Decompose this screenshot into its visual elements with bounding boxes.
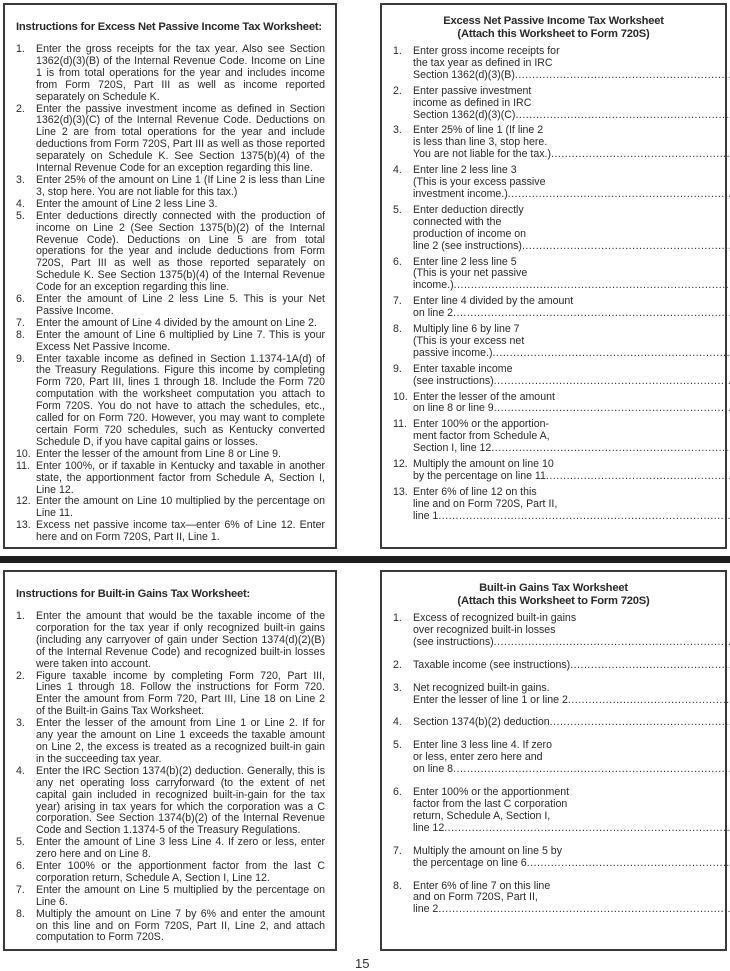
line-text: or less, enter zero here and [413, 751, 543, 764]
item-number: 9. [16, 352, 25, 365]
line-text: Enter line 2 less line 3 [413, 164, 517, 177]
line-description [413, 125, 730, 161]
item-text: Enter the amount that would be the taxable income of the corporation for the tax year if only recognized built-in gains (including any carryover of gain under Section 1374(d)(2)(B) of the Internal Revenue Code) and recognized built-in losses were taken into account. [36, 610, 325, 670]
item-number: 7. [16, 316, 25, 329]
line-text: Section 1374(b)(2) deduction [413, 716, 550, 729]
worksheet-line [393, 324, 715, 360]
line-text: connected with the [413, 215, 502, 228]
dot-leader [491, 443, 730, 455]
worksheet-lines [393, 46, 715, 523]
item-number: 3. [16, 173, 25, 186]
instruction-item [16, 199, 325, 211]
dot-leader [551, 149, 730, 161]
worksheet-line [393, 660, 715, 672]
line-text: is less than line 3, stop here. [413, 136, 548, 149]
line-number: 1. [393, 612, 402, 624]
line-description [413, 392, 730, 416]
line-text-leader [413, 695, 730, 707]
item-number: 4. [16, 197, 25, 210]
worksheet-title-text: Excess Net Passive Income Tax Worksheet [443, 15, 664, 27]
item-number: 11. [16, 459, 30, 472]
dot-leader [438, 511, 730, 523]
line-text-leader [413, 403, 730, 415]
dot-leader [494, 376, 730, 388]
item-text: Enter the passive investment income as defined in Section 1362(d)(3)(C) of the Internal Revenue Code. Deductions on Line 2 are from total operations for the year and include deductions from Form 720S, Part III as well as those reported separately on Schedule K. See Section 1375(b)(4) of the Internal Revenue Code for an exception regarding this line. [36, 102, 325, 175]
item-number: 2. [16, 669, 25, 682]
line-description [413, 459, 730, 483]
line-text: passive income.) [413, 346, 493, 359]
line-number: 8. [393, 323, 402, 336]
worksheet-line [393, 364, 715, 388]
line-text: (This is your excess net [413, 334, 525, 347]
item-text: Enter the gross receipts for the tax year. Also see Section 1362(d)(3)(B) of the Internal Revenue Code. Income on Line 1 is from total operations for the year and includes income from Form 720S, Part III as well as income reported separately on Schedule K. [36, 43, 325, 103]
worksheet-line [393, 613, 715, 649]
instructions-title: Instructions for Excess Net Passive Income Tax Worksheet: [16, 21, 322, 33]
line-text-leader [413, 110, 730, 122]
line-text: line 2 [413, 903, 439, 916]
instruction-item [16, 861, 325, 885]
dot-leader [515, 110, 730, 122]
line-text: line 1 [413, 509, 439, 522]
line-number: 6. [393, 255, 402, 268]
instruction-item [16, 44, 325, 104]
line-description [413, 257, 730, 293]
line-number: 2. [393, 658, 402, 671]
line-text: and on Form 720S, Part II, [413, 891, 538, 904]
line-number: 11. [393, 418, 407, 431]
page-number: 15 [355, 956, 370, 971]
item-number: 6. [16, 293, 25, 306]
worksheet-line [393, 46, 715, 82]
line-text: by the percentage on line 11 [413, 470, 546, 482]
line-text: (see instructions) [413, 374, 494, 387]
worksheet-lines [393, 613, 715, 916]
worksheet-subtitle: (Attach this Worksheet to Form 720S) [457, 594, 650, 607]
item-text: Enter the amount of Line 6 multiplied by Line 7. This is your Excess Net Passive Income. [36, 328, 325, 353]
item-text: Enter the amount of Line 2 less Line 3. [36, 197, 218, 210]
instruction-item [16, 718, 325, 766]
line-text-leader [413, 280, 730, 292]
line-number: 12. [393, 458, 408, 471]
item-number: 4. [16, 764, 25, 777]
builtin-gains-worksheet-box [380, 570, 727, 951]
item-text: Enter the amount of Line 4 divided by the amount on Line 2. [36, 316, 317, 329]
line-text-leader [413, 308, 730, 320]
worksheet-title [382, 15, 725, 40]
instruction-item [16, 837, 325, 861]
line-description [413, 364, 730, 388]
line-number: 2. [393, 84, 402, 97]
item-text: Excess net passive income tax—enter 6% of Line 12. Enter here and on Form 720S, Part II, Line 1. [36, 519, 325, 544]
line-description [413, 296, 730, 320]
line-text: ment factor from Schedule A, [413, 430, 550, 443]
dot-leader [454, 280, 730, 292]
item-number: 1. [16, 43, 25, 55]
item-text: Enter deductions directly connected with the production of income on Line 2 (See Section 1375(b)(2) of the Internal Revenue Code). Deductions on Line 5 are from total operations for the year and include deductions from Form 720S, Part III as well as those reported separately on Schedule K. See Section 1375(b)(4) of the Internal Revenue Code for an exception regarding this line. [36, 209, 325, 294]
dot-leader [570, 660, 730, 672]
line-text: line and on Form 720S, Part II, [413, 497, 558, 510]
line-text: Enter taxable income [413, 362, 513, 375]
line-text: Enter 25% of line 1 (If line 2 [413, 124, 544, 137]
line-description [413, 846, 730, 870]
line-text: (see instructions) [413, 635, 494, 648]
line-number: 3. [393, 124, 402, 137]
line-text: (This is your net passive [413, 267, 528, 280]
line-description [413, 419, 730, 455]
item-text: Enter the lesser of the amount from Line 8 or Line 9. [36, 447, 281, 460]
worksheet-line [393, 205, 715, 253]
dot-leader [453, 764, 730, 776]
worksheet-line [393, 392, 715, 416]
line-text: Enter 100% or the apportion- [413, 418, 550, 431]
line-text: the tax year as defined in IRC [413, 56, 553, 69]
worksheet-line [393, 740, 715, 776]
item-text: Multiply the amount on Line 7 by 6% and enter the amount on this line and on Form 720S, Part II, Line 2, and attach computation to Form 720S. [36, 907, 325, 944]
line-text: You are not liable for the tax.) [413, 148, 552, 161]
item-number: 10. [16, 447, 31, 460]
line-number: 5. [393, 203, 402, 216]
line-description [413, 683, 730, 707]
worksheet-title-text: Built-in Gains Tax Worksheet [479, 582, 628, 594]
line-text: investment income.) [413, 187, 508, 200]
dot-leader [568, 695, 730, 707]
line-text-leader [413, 471, 730, 483]
instruction-item [16, 671, 325, 719]
line-text: Enter gross income receipts for [413, 45, 560, 57]
line-text: factor from the last C corporation [413, 797, 568, 810]
line-description [413, 86, 730, 122]
item-number: 2. [16, 102, 25, 115]
line-text: over recognized built-in losses [413, 623, 556, 636]
line-text: Enter line 4 divided by the amount [413, 295, 574, 308]
line-description [413, 324, 730, 360]
line-number: 9. [393, 362, 402, 375]
item-number: 1. [16, 610, 25, 622]
instruction-item [16, 211, 325, 294]
line-text: income as defined in IRC [413, 96, 532, 109]
excess-net-passive-instructions-box [3, 3, 337, 549]
line-description [413, 881, 730, 917]
instruction-item [16, 330, 325, 354]
line-text-leader [413, 660, 730, 672]
instruction-item [16, 766, 325, 837]
dot-leader [527, 858, 730, 870]
instruction-item [16, 461, 325, 497]
line-description [413, 717, 730, 729]
line-text: Enter 6% of line 7 on this line [413, 879, 551, 892]
item-number: 7. [16, 883, 25, 896]
item-text: Enter the lesser of the amount from Line 1 or Line 2. If for any year the amount on Line 1 exceeds the taxable amount on Line 2, the excess is treated as a recognized built-in gain in the succeeding tax year. [36, 717, 325, 765]
line-description [413, 205, 730, 253]
worksheet-line [393, 881, 715, 917]
line-text: line 12 [413, 821, 445, 834]
line-text-leader [413, 149, 730, 161]
line-text-leader [413, 189, 730, 201]
line-text-leader [413, 823, 730, 835]
line-description [413, 787, 730, 835]
line-text: income.) [413, 279, 454, 292]
worksheet-line [393, 717, 715, 729]
line-text: Enter line 3 less line 4. If zero [413, 739, 552, 752]
item-text: Enter the amount on Line 10 multiplied by the percentage on Line 11. [36, 495, 325, 520]
dot-leader [522, 241, 730, 253]
section-divider-bar [0, 556, 730, 563]
line-text-leader [413, 764, 730, 776]
instruction-item [16, 449, 325, 461]
item-text: Enter taxable income as defined in Section 1.1374-1A(d) of the Treasury Regulations. Figure this income by completing Form 720, Part III, lines 1 through 18. Include the Form 720 computation with the worksheet computation you attach to Form 720S. You do not have to attach the schedules, etc., called for on Form 720. However, you may want to complete certain Form 720 schedules, such as Kentucky converted Schedule D, if you have capital gains or losses. [36, 352, 325, 448]
line-description [413, 660, 730, 672]
item-text: Enter the amount of Line 2 less Line 5. This is your Net Passive Income. [36, 293, 325, 317]
line-number: 10. [393, 390, 408, 403]
line-number: 4. [393, 716, 402, 729]
line-text: Enter 6% of line 12 on this [413, 485, 537, 498]
line-text: Section I, line 12 [413, 442, 492, 455]
worksheet-line [393, 787, 715, 835]
worksheet-line [393, 459, 715, 483]
dot-leader [508, 189, 730, 201]
line-number: 7. [393, 844, 402, 857]
line-text-leader [413, 637, 730, 649]
item-text: Enter 100% or the apportionment factor from the last C corporation return, Schedule A, Section I, Line 12. [36, 860, 325, 884]
line-number: 13. [393, 485, 408, 498]
line-number: 5. [393, 739, 402, 752]
instruction-item [16, 294, 325, 318]
instruction-item [16, 496, 325, 520]
line-number: 4. [393, 164, 402, 177]
instruction-item [16, 104, 325, 175]
line-description [413, 613, 730, 649]
item-number: 5. [16, 209, 25, 222]
line-text: line 2 (see instructions) [413, 239, 522, 252]
line-number: 1. [393, 45, 402, 57]
item-text: Enter the IRC Section 1374(b)(2) deduction. Generally, this is any net operating loss carryforward (to the extent of net capital gain included in recognized built-in-gain for the tax year) arising in tax years for which the corporation was a C corporation. See Section 1374(b)(2) of the Internal Revenue Code and Section 1.1374-5 of the Treasury Regulations. [36, 764, 325, 837]
worksheet-title [382, 582, 725, 607]
instruction-item [16, 885, 325, 909]
line-text: Enter 100% or the apportionment [413, 786, 570, 799]
instruction-item [16, 909, 325, 945]
line-text: Multiply the amount on line 5 by [413, 844, 562, 857]
instructions-list [16, 44, 325, 544]
line-text: (This is your excess passive [413, 176, 546, 189]
line-text: Excess of recognized built-in gains [413, 612, 577, 624]
line-text-leader [413, 70, 730, 82]
line-number: 7. [393, 295, 402, 308]
line-text-leader [413, 904, 730, 916]
line-text: Enter line 2 less line 5 [413, 255, 517, 268]
worksheet-line [393, 86, 715, 122]
line-text: Enter passive investment [413, 84, 532, 97]
line-text: Taxable income (see instructions) [413, 658, 571, 671]
line-text: return, Schedule A, Section I, [413, 809, 551, 822]
dot-leader [492, 348, 730, 360]
worksheet-subtitle: (Attach this Worksheet to Form 720S) [457, 27, 650, 40]
item-text: Figure taxable income by completing Form 720, Part III, Lines 1 through 18. Follow the instructions for Form 720. Enter the amount from Form 720, Part III, Line 18 on Line 2 of the Built-in Gains Tax Worksheet. [36, 669, 325, 718]
line-text: Enter the lesser of the amount [413, 390, 555, 403]
worksheet-line [393, 487, 715, 523]
line-text: Multiply line 6 by line 7 [413, 323, 520, 336]
item-number: 13. [16, 519, 31, 532]
worksheet-line [393, 846, 715, 870]
instruction-item [16, 520, 325, 544]
line-text-leader [413, 443, 730, 455]
line-description [413, 487, 730, 523]
item-number: 5. [16, 836, 25, 849]
instructions-title: Instructions for Built-in Gains Tax Worksheet: [16, 588, 251, 600]
line-text: on line 2 [413, 307, 454, 320]
line-text: Section 1362(d)(3)(B) [413, 68, 515, 81]
instructions-list [16, 611, 325, 944]
worksheet-line [393, 165, 715, 201]
item-text: Enter the amount of Line 3 less Line 4. If zero or less, enter zero here and on Line 8. [36, 836, 325, 861]
line-text: Multiply the amount on line 10 [413, 458, 554, 471]
dot-leader [515, 70, 730, 82]
line-text-leader [413, 376, 730, 388]
worksheet-line [393, 683, 715, 707]
dot-leader [546, 471, 730, 483]
line-text: Enter the lesser of line 1 or line 2 [413, 693, 568, 706]
worksheet-line [393, 125, 715, 161]
dot-leader [494, 403, 730, 415]
line-text: on line 8 or line 9 [413, 402, 494, 415]
item-number: 3. [16, 717, 25, 730]
dot-leader [494, 637, 730, 649]
worksheet-line [393, 257, 715, 293]
line-text-leader [413, 348, 730, 360]
line-text: Net recognized built-in gains. [413, 681, 550, 694]
line-text-leader [413, 858, 730, 870]
line-text: Enter deduction directly [413, 203, 524, 216]
line-text: Section 1362(d)(3)(C) [413, 108, 516, 121]
dot-leader [550, 717, 730, 729]
dot-leader [444, 823, 730, 835]
line-text-leader [413, 511, 730, 523]
instruction-item [16, 175, 325, 199]
builtin-gains-instructions-box [3, 570, 337, 951]
item-number: 8. [16, 907, 25, 920]
item-number: 6. [16, 860, 25, 873]
line-text-leader [413, 241, 730, 253]
line-number: 6. [393, 786, 402, 799]
line-description [413, 46, 730, 82]
instruction-item [16, 611, 325, 671]
line-number: 8. [393, 879, 402, 892]
worksheet-line [393, 419, 715, 455]
item-number: 12. [16, 495, 31, 508]
line-text: production of income on [413, 227, 527, 240]
line-text: on line 8 [413, 763, 454, 776]
item-text: Enter the amount on Line 5 multiplied by the percentage on Line 6. [36, 883, 325, 908]
excess-net-passive-worksheet-box [380, 3, 727, 549]
instruction-item [16, 354, 325, 449]
line-text-leader [413, 717, 730, 729]
line-number: 3. [393, 681, 402, 694]
item-text: Enter 100%, or if taxable in Kentucky and taxable in another state, the apportionment factor from Schedule A, Section I, Line 12. [36, 459, 325, 496]
item-text: Enter 25% of the amount on Line 1 (If Line 2 is less than Line 3, stop here. You are not liable for this tax.) [36, 173, 325, 198]
dot-leader [438, 904, 730, 916]
instruction-item [16, 318, 325, 330]
line-description [413, 740, 730, 776]
dot-leader [453, 308, 730, 320]
line-description [413, 165, 730, 201]
item-number: 8. [16, 328, 25, 341]
line-text: the percentage on line 6 [413, 856, 527, 869]
worksheet-line [393, 296, 715, 320]
